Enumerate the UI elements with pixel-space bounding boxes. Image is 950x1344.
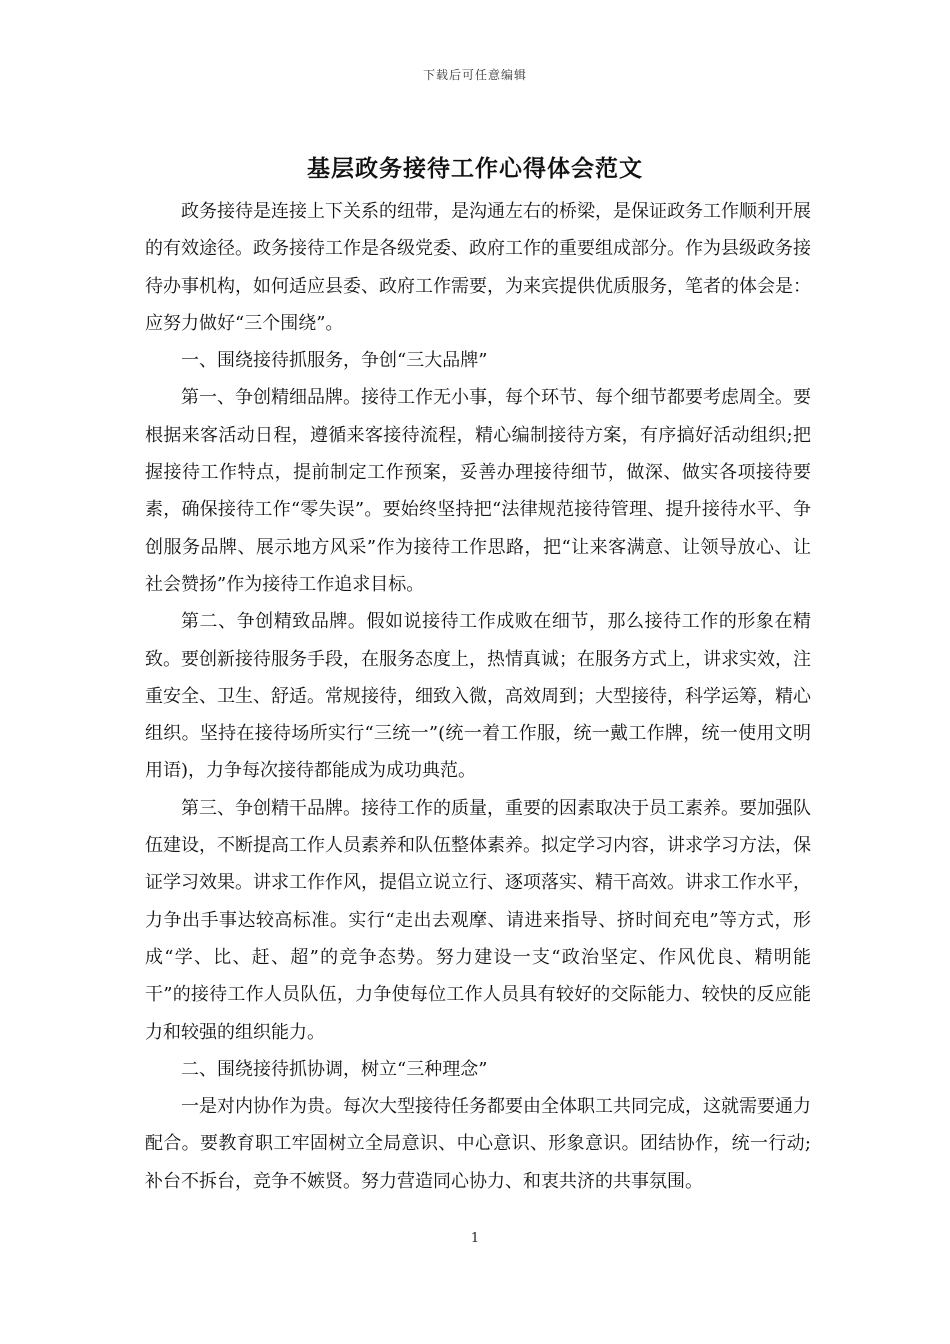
section-heading-1: 一、围绕接待抓服务，争创“三大品牌”	[181, 350, 488, 372]
paragraph-first-brand: 第一、争创精细品牌。接待工作无小事，每个环节、每个细节都要考虑周全。要根据来客活动日程，遵循来客接待流程，精心编制接待方案，有序搞好活动组织;把握接待工作特点，提前制定工作预案，妥善办理接待细节，做深、做实各项接待要素，确保接待工作“零失误”。要始终坚持把“法律规范接待管理、提升接待水平、争创服务品牌、展示地方风采”作为接待工作思路，把“让来客满意、让领导放心、让社会赞扬”作为接待工作追求目标。	[145, 387, 811, 595]
section-heading-2: 二、围绕接待抓协调，树立“三种理念”	[181, 1058, 488, 1080]
paragraph-internal-cooperation: 一是对内协作为贵。每次大型接待任务都要由全体职工共同完成，这就需要通力配合。要教育职工牢固树立全局意识、中心意识、形象意识。团结协作，统一行动;补台不拆台，竞争不嫉贤。努力营造同心协力、和衷共济的共事氛围。	[145, 1096, 811, 1192]
page-number: 1	[470, 1231, 480, 1246]
paragraph-third-brand: 第三、争创精干品牌。接待工作的质量，重要的因素取决于员工素养。要加强队伍建设，不断提高工作人员素养和队伍整体素养。拟定学习内容，讲求学习方法，保证学习效果。讲求工作作风，提倡立说立行、逐项落实、精干高效。讲求工作水平，力争出手事达较高标准。实行“走出去观摩、请进来指导、挤时间充电”等方式，形成“学、比、赶、超”的竞争态势。努力建设一支“政治坚定、作风优良、精明能干”的接待工作人员队伍，力争使每位工作人员具有较好的交际能力、较快的反应能力和较强的组织能力。	[145, 797, 811, 1043]
paragraph-intro: 政务接待是连接上下关系的纽带，是沟通左右的桥梁，是保证政务工作顺利开展的有效途径。政务接待工作是各级党委、政府工作的重要组成部分。作为县级政务接待办事机构，如何适应县委、政府工作需要，为来宾提供优质服务，笔者的体会是：应努力做好“三个围绕”。	[145, 201, 811, 334]
document-title: 基层政务接待工作心得体会范文	[307, 155, 643, 182]
paragraph-second-brand: 第二、争创精致品牌。假如说接待工作成败在细节，那么接待工作的形象在精致。要创新接待服务手段，在服务态度上，热情真诚；在服务方式上，讲求实效，注重安全、卫生、舒适。常规接待，细致入微，高效周到；大型接待，科学运筹，精心组织。坚持在接待场所实行“三统一”(统一着工作服，统一戴工作牌，统一使用文明用语)，力争每次接待都能成为成功典范。	[145, 611, 811, 782]
document-body	[145, 193, 811, 1200]
header-note: 下载后可任意编辑	[422, 68, 527, 82]
